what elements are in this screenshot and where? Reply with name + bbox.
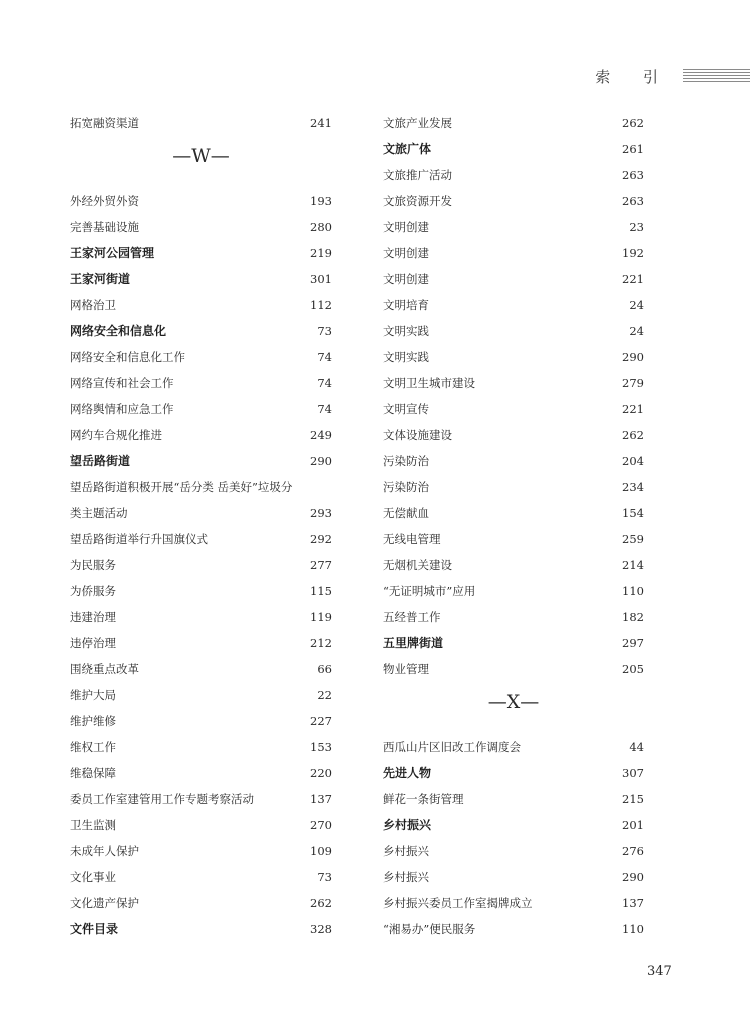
index-page-ref: 328: [310, 922, 332, 936]
index-term: 维护大局: [70, 688, 116, 702]
index-page-ref: 182: [622, 610, 644, 624]
index-column-right: [383, 110, 644, 942]
index-term: 无线电管理: [383, 532, 441, 546]
index-term: 王家河街道: [70, 272, 131, 286]
index-entry: [383, 422, 644, 448]
index-entry: [383, 448, 644, 474]
page-title: 索 引: [595, 68, 672, 86]
index-page-ref: 263: [622, 168, 644, 182]
index-entry: [383, 864, 644, 890]
index-page-ref: 193: [310, 194, 332, 208]
index-term: 文明实践: [383, 350, 429, 364]
index-entry: [383, 188, 644, 214]
index-term: 违停治理: [70, 636, 116, 650]
index-term: 望岳路街道积极开展“岳分类 岳美好”垃圾分: [70, 480, 293, 494]
index-entry: [70, 916, 332, 942]
running-header: [0, 64, 750, 88]
index-term: 文明创建: [383, 220, 429, 234]
index-page-ref: 205: [622, 662, 644, 676]
index-term: 网约车合规化推进: [70, 428, 162, 442]
index-term: 无烟机关建设: [383, 558, 452, 572]
index-entry: [383, 344, 644, 370]
index-entry: [383, 110, 644, 136]
index-entry: [70, 266, 332, 292]
index-term: 五经普工作: [383, 610, 441, 624]
index-page-ref: 23: [629, 220, 644, 234]
index-term: 王家河公园管理: [70, 246, 155, 260]
index-term: 乡村振兴: [383, 844, 429, 858]
index-term: 维稳保障: [70, 766, 116, 780]
index-term: 网络宣传和社会工作: [70, 376, 174, 390]
index-term: 污染防治: [383, 480, 429, 494]
index-term: 围绕重点改革: [70, 662, 139, 676]
index-term: 外经外贸外资: [70, 194, 139, 208]
index-term: 五里牌街道: [383, 636, 444, 650]
index-entry: [70, 396, 332, 422]
index-page-ref: 22: [317, 688, 332, 702]
index-entry: [383, 136, 644, 162]
index-term: 文件目录: [70, 922, 119, 936]
index-entry: [70, 526, 332, 552]
index-term: 乡村振兴委员工作室揭牌成立: [383, 896, 533, 910]
index-page-ref: 119: [310, 610, 332, 624]
index-page-ref: 212: [310, 636, 332, 650]
index-entry: [70, 448, 332, 474]
index-term: 文旅资源开发: [383, 194, 452, 208]
index-page-ref: 301: [310, 272, 332, 286]
index-term: 文明实践: [383, 324, 429, 338]
index-entry: [383, 370, 644, 396]
index-page-ref: 204: [622, 454, 644, 468]
index-entry: [70, 110, 332, 136]
index-entry: [70, 578, 332, 604]
index-page-ref: 153: [310, 740, 332, 754]
index-term: 文化事业: [70, 870, 116, 884]
index-page-ref: 44: [629, 740, 644, 754]
index-page-ref: 115: [310, 584, 332, 598]
index-term: 污染防治: [383, 454, 429, 468]
index-entry: [383, 500, 644, 526]
index-entry: [70, 188, 332, 214]
index-term: 文化遗产保护: [70, 896, 139, 910]
index-term: 望岳路街道: [70, 454, 131, 468]
index-entry: [383, 604, 644, 630]
index-page-ref: 262: [310, 896, 332, 910]
index-page-ref: 219: [310, 246, 332, 260]
index-page-ref: 290: [622, 870, 644, 884]
index-page-ref: 221: [622, 402, 644, 416]
index-entry: [70, 656, 332, 682]
index-page-ref: 215: [622, 792, 644, 806]
index-entry: [70, 292, 332, 318]
index-entry: [70, 552, 332, 578]
index-column-left: [70, 110, 332, 942]
index-term: 乡村振兴: [383, 818, 432, 832]
index-entry: [70, 604, 332, 630]
index-page-ref: 24: [629, 298, 644, 312]
section-letter-heading: —X—: [487, 691, 540, 713]
index-term: 维护维修: [70, 714, 116, 728]
index-page-ref: 290: [622, 350, 644, 364]
index-page-ref: 261: [622, 142, 644, 156]
index-term: 文体设施建设: [383, 428, 452, 442]
index-term: 拓宽融资渠道: [70, 116, 139, 130]
index-page-ref: 259: [622, 532, 644, 546]
index-term: 网络安全和信息化工作: [70, 350, 185, 364]
page-number: 347: [647, 964, 672, 979]
index-term: 物业管理: [383, 662, 429, 676]
index-page-ref: 74: [317, 402, 332, 416]
index-term: 违建治理: [70, 610, 116, 624]
index-entry: [70, 812, 332, 838]
index-entry: [70, 344, 332, 370]
index-term: 类主题活动: [70, 506, 128, 520]
index-entry: [70, 214, 332, 240]
index-page-ref: 293: [310, 506, 332, 520]
index-term: “无证明城市”应用: [383, 584, 476, 598]
index-entry: [383, 578, 644, 604]
index-page-ref: 220: [310, 766, 332, 780]
index-page-ref: 110: [622, 922, 644, 936]
index-page-ref: 137: [310, 792, 332, 806]
index-term: 维权工作: [70, 740, 116, 754]
index-term: 文明创建: [383, 246, 429, 260]
index-page-ref: 24: [629, 324, 644, 338]
index-entry: [70, 708, 332, 734]
index-term: 文旅推广活动: [383, 168, 452, 182]
index-entry: [70, 630, 332, 656]
index-term: 文旅产业发展: [383, 116, 452, 130]
index-page-ref: 112: [310, 298, 332, 312]
index-page-ref: 277: [310, 558, 332, 572]
index-entry: [383, 734, 644, 760]
index-page-ref: 234: [622, 480, 644, 494]
index-page-ref: 154: [622, 506, 644, 520]
index-term: 鲜花一条街管理: [383, 792, 464, 806]
index-term: 乡村振兴: [383, 870, 429, 884]
index-term: 网络舆情和应急工作: [70, 402, 174, 416]
index-term: 无偿献血: [383, 506, 429, 520]
index-entry: [383, 474, 644, 500]
header-rule-decoration: [683, 69, 750, 83]
index-entry: [70, 422, 332, 448]
index-entry: [70, 318, 332, 344]
index-term: 未成年人保护: [70, 844, 139, 858]
index-term: 望岳路街道举行升国旗仪式: [70, 532, 208, 546]
index-entry: [70, 240, 332, 266]
index-entry: [70, 864, 332, 890]
index-entry: [70, 760, 332, 786]
index-entry: [383, 552, 644, 578]
index-page-ref: 227: [310, 714, 332, 728]
index-page-ref: 270: [310, 818, 332, 832]
index-page-ref: 276: [622, 844, 644, 858]
index-term: 网络安全和信息化: [70, 324, 167, 338]
index-term: 文明宣传: [383, 402, 429, 416]
index-page-ref: 66: [317, 662, 332, 676]
index-page-ref: 262: [622, 116, 644, 130]
index-page-ref: 241: [310, 116, 332, 130]
index-page-ref: 297: [622, 636, 644, 650]
index-term: 文旅广体: [383, 142, 432, 156]
index-entry: [383, 760, 644, 786]
index-entry: [383, 890, 644, 916]
index-entry: [383, 812, 644, 838]
index-page-ref: 262: [622, 428, 644, 442]
index-entry: [383, 916, 644, 942]
index-term: 先进人物: [383, 766, 432, 780]
index-entry: [383, 838, 644, 864]
index-entry: [383, 292, 644, 318]
index-entry: [383, 396, 644, 422]
index-page-ref: 280: [310, 220, 332, 234]
index-term: 西瓜山片区旧改工作调度会: [383, 740, 521, 754]
index-entry: [70, 370, 332, 396]
index-page-ref: 110: [622, 584, 644, 598]
index-entry: [383, 162, 644, 188]
index-entry: [383, 526, 644, 552]
index-term: “湘易办”便民服务: [383, 922, 476, 936]
index-term: 为侨服务: [70, 584, 116, 598]
index-term: 完善基础设施: [70, 220, 139, 234]
index-page-ref: 221: [622, 272, 644, 286]
index-term: 为民服务: [70, 558, 116, 572]
index-entry: [70, 890, 332, 916]
index-page-ref: 292: [310, 532, 332, 546]
index-page-ref: 279: [622, 376, 644, 390]
index-page-ref: 201: [622, 818, 644, 832]
index-page-ref: 307: [622, 766, 644, 780]
index-entry: [383, 214, 644, 240]
index-entry: [383, 240, 644, 266]
index-entry: [70, 500, 332, 526]
index-page-ref: 74: [317, 376, 332, 390]
index-entry: [383, 318, 644, 344]
index-term: 文明卫生城市建设: [383, 376, 475, 390]
index-page-ref: 73: [317, 870, 332, 884]
section-letter-heading: —W—: [172, 145, 230, 167]
index-term: 文明培育: [383, 298, 429, 312]
index-page-ref: 290: [310, 454, 332, 468]
index-entry: [383, 656, 644, 682]
index-page-ref: 137: [622, 896, 644, 910]
index-entry: [70, 838, 332, 864]
index-page-ref: 74: [317, 350, 332, 364]
index-entry: [383, 266, 644, 292]
index-term: 网格治卫: [70, 298, 116, 312]
index-entry: [383, 786, 644, 812]
index-term: 委员工作室建管用工作专题考察活动: [70, 792, 254, 806]
index-page-ref: 263: [622, 194, 644, 208]
index-term: 卫生监测: [70, 818, 116, 832]
index-page-ref: 249: [310, 428, 332, 442]
index-entry: [70, 786, 332, 812]
index-page-ref: 109: [310, 844, 332, 858]
index-page-ref: 214: [622, 558, 644, 572]
index-page-ref: 73: [317, 324, 332, 338]
index-entry: [70, 682, 332, 708]
index-entry: [70, 474, 332, 500]
index-page-ref: 192: [622, 246, 644, 260]
index-term: 文明创建: [383, 272, 429, 286]
index-entry: [383, 630, 644, 656]
index-entry: [70, 734, 332, 760]
